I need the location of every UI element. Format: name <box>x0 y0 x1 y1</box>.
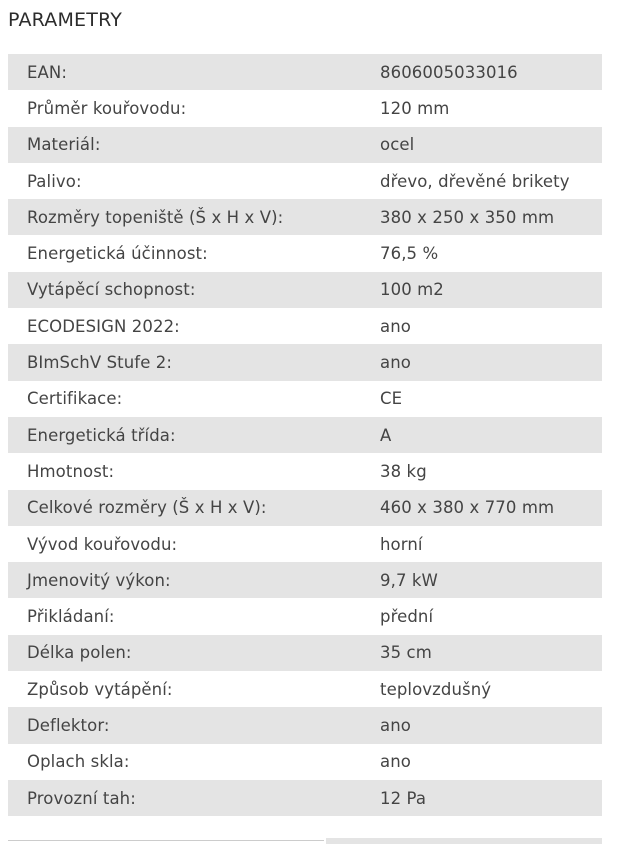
param-value: 76,5 % <box>380 244 439 264</box>
param-label: Vytápěcí schopnost: <box>27 280 196 300</box>
param-value: ano <box>380 316 411 336</box>
param-label: Hmotnost: <box>27 461 115 481</box>
param-value: 9,7 kW <box>380 570 438 590</box>
param-value: dřevo, dřevěné brikety <box>380 171 570 191</box>
table-row <box>8 127 602 163</box>
param-value: 120 mm <box>380 98 450 118</box>
param-label: EAN: <box>27 62 68 82</box>
section-title: PARAMETRY <box>8 9 123 31</box>
table-row <box>8 744 602 780</box>
table-row <box>8 780 602 816</box>
param-value: ocel <box>380 135 415 155</box>
table-row <box>8 526 602 562</box>
param-value: 380 x 250 x 350 mm <box>380 207 555 227</box>
parameters-table <box>8 54 602 816</box>
parameters-table-body <box>8 54 602 816</box>
param-value: teplovzdušný <box>380 679 492 699</box>
table-row <box>8 417 602 453</box>
param-value: 38 kg <box>380 461 427 481</box>
param-value: horní <box>380 534 423 554</box>
param-label: Celkové rozměry (Š x H x V): <box>27 498 267 518</box>
param-label: Deflektor: <box>27 715 110 735</box>
param-label: Palivo: <box>27 171 82 191</box>
param-label: Energetická třída: <box>27 425 176 445</box>
table-row <box>8 453 602 489</box>
table-row <box>8 344 602 380</box>
table-row <box>8 163 602 199</box>
param-value: ano <box>380 353 411 373</box>
param-value: 100 m2 <box>380 280 444 300</box>
param-label: Jmenovitý výkon: <box>27 570 171 590</box>
param-value: CE <box>380 389 403 409</box>
param-label: ECODESIGN 2022: <box>27 316 180 336</box>
param-value: přední <box>380 607 434 627</box>
table-row <box>8 90 602 126</box>
param-label: Rozměry topeniště (Š x H x V): <box>27 207 284 227</box>
param-label: Přikládaní: <box>27 607 115 627</box>
param-label: Průměr kouřovodu: <box>27 98 187 118</box>
param-label: Způsob vytápění: <box>27 679 173 699</box>
param-label: Materiál: <box>27 135 101 155</box>
table-row <box>8 308 602 344</box>
table-row <box>8 671 602 707</box>
param-value: ano <box>380 715 411 735</box>
table-row <box>8 272 602 308</box>
param-label: Vývod kouřovodu: <box>27 534 178 554</box>
param-label: Provozní tah: <box>27 788 136 808</box>
table-row <box>8 54 602 90</box>
param-label: Oplach skla: <box>27 752 130 772</box>
table-row <box>8 598 602 634</box>
bottom-stripe-edge <box>326 838 602 844</box>
param-label: Certifikace: <box>27 389 123 409</box>
table-row <box>8 490 602 526</box>
table-row <box>8 635 602 671</box>
param-value: 12 Pa <box>380 788 427 808</box>
param-label: Energetická účinnost: <box>27 244 208 264</box>
param-value: 460 x 380 x 770 mm <box>380 498 555 518</box>
param-label: Délka polen: <box>27 643 132 663</box>
table-row <box>8 235 602 271</box>
param-value: 8606005033016 <box>380 62 518 82</box>
table-row <box>8 199 602 235</box>
param-label: BImSchV Stufe 2: <box>27 353 173 373</box>
table-row <box>8 381 602 417</box>
param-value: ano <box>380 752 411 772</box>
bottom-divider <box>8 840 324 841</box>
param-value: 35 cm <box>380 643 432 663</box>
table-row <box>8 562 602 598</box>
param-value: A <box>380 425 392 445</box>
table-row <box>8 707 602 743</box>
